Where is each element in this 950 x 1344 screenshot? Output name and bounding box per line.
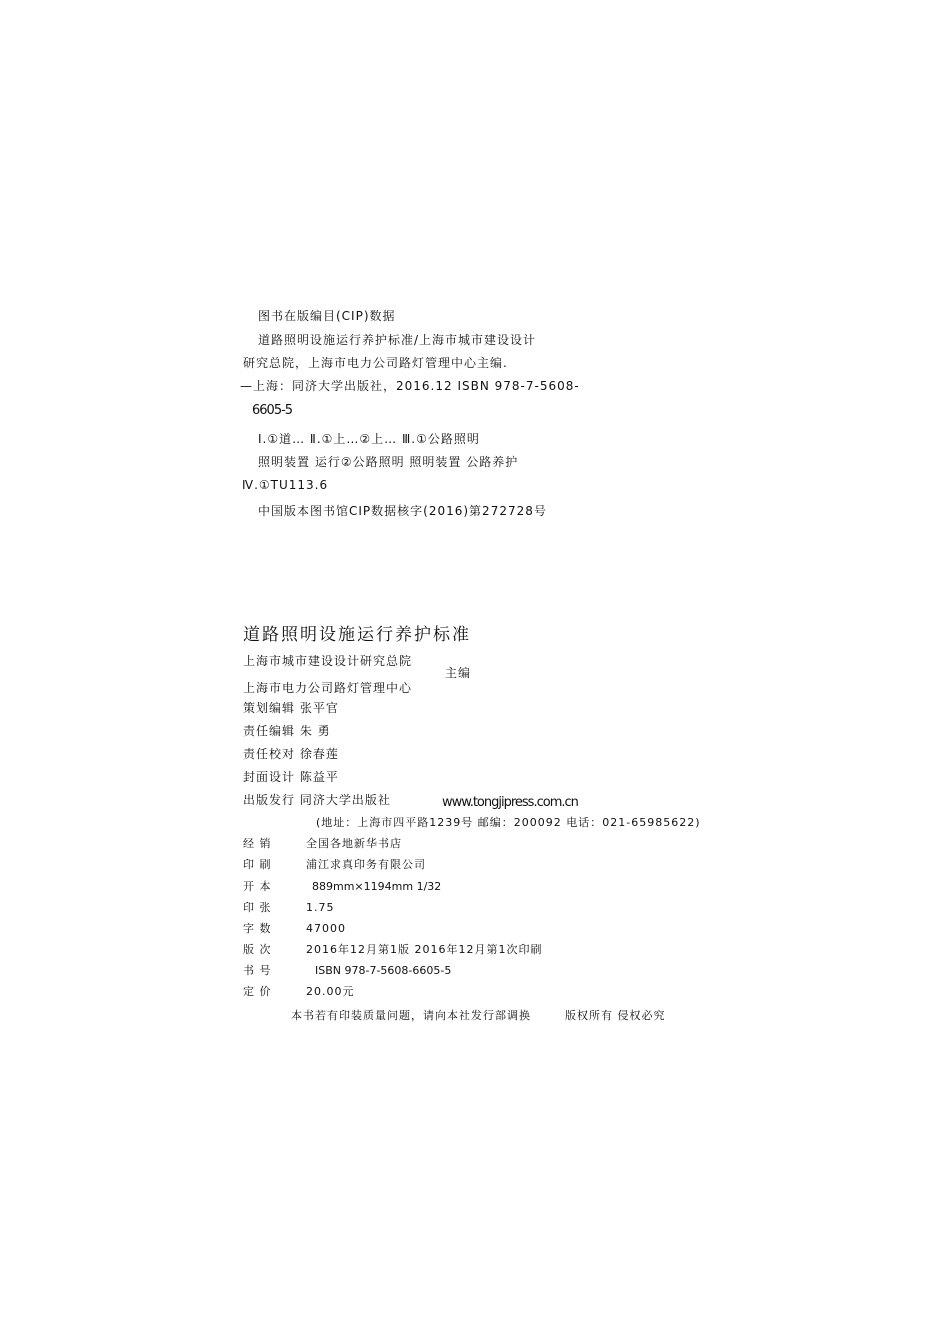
- spec-row-value: 浦江求真印务有限公司: [306, 858, 426, 871]
- spec-row-value: 2016年12月第1版 2016年12月第1次印刷: [306, 943, 543, 956]
- spec-row-value: 47000: [306, 922, 346, 935]
- responsible-editor: 责任编辑 朱 勇: [243, 724, 331, 738]
- spec-row-label: 版 次: [243, 943, 272, 956]
- spec-row-label: 开 本: [243, 880, 272, 893]
- address: (地址：上海市四平路1239号 邮编：200092 电话：021-65985622): [316, 816, 701, 829]
- editor-role: 主编: [445, 666, 472, 680]
- spec-row-label: 印 张: [243, 901, 272, 914]
- quality-notice: 本书若有印装质量问题，请向本社发行部调换: [291, 1009, 531, 1022]
- cip-line-5: Ⅰ.①道… Ⅱ.①上…②上… Ⅲ.①公路照明: [258, 432, 480, 446]
- spec-row-value: 全国各地新华书店: [306, 837, 402, 850]
- editor-org-2: 上海市电力公司路灯管理中心: [243, 681, 413, 695]
- spec-row-label: 印 刷: [243, 858, 272, 871]
- spec-row-label: 字 数: [243, 922, 272, 935]
- website: www.tongjipress.com.cn: [442, 795, 578, 810]
- cover-design: 封面设计 陈益平: [243, 770, 339, 784]
- planner: 策划编辑 张平官: [243, 701, 339, 715]
- book-title: 道路照明设施运行养护标准: [243, 625, 471, 645]
- publisher: 出版发行 同济大学出版社: [243, 793, 391, 807]
- spec-row-value: ISBN 978-7-5608-6605-5: [315, 964, 452, 977]
- cip-line-3: —上海：同济大学出版社，2016.12 ISBN 978-7-5608-: [240, 379, 580, 393]
- cip-line-7: Ⅳ.①TU113.6: [242, 478, 329, 492]
- spec-row-label: 定 价: [243, 985, 272, 998]
- spec-row-value: 1.75: [306, 901, 335, 914]
- cip-heading: 图书在版编目(CIP)数据: [258, 309, 396, 323]
- copyright-notice: 版权所有 侵权必究: [565, 1009, 666, 1022]
- cip-line-6: 照明装置 运行②公路照明 照明装置 公路养护: [258, 455, 519, 469]
- spec-row-label: 书 号: [243, 964, 272, 977]
- editor-org-1: 上海市城市建设设计研究总院: [243, 654, 413, 668]
- proofreader: 责任校对 徐春莲: [243, 747, 339, 761]
- cip-line-2: 研究总院，上海市电力公司路灯管理中心主编.: [243, 356, 508, 370]
- spec-row-label: 经 销: [243, 837, 272, 850]
- cip-line-1: 道路照明设施运行养护标准/上海市城市建设设计: [258, 333, 537, 347]
- spec-row-value: 889mm×1194mm 1/32: [312, 880, 442, 893]
- cip-line-8: 中国版本图书馆CIP数据核字(2016)第272728号: [258, 504, 547, 518]
- spec-row-value: 20.00元: [306, 985, 355, 998]
- cip-line-4: 6605-5: [252, 403, 293, 418]
